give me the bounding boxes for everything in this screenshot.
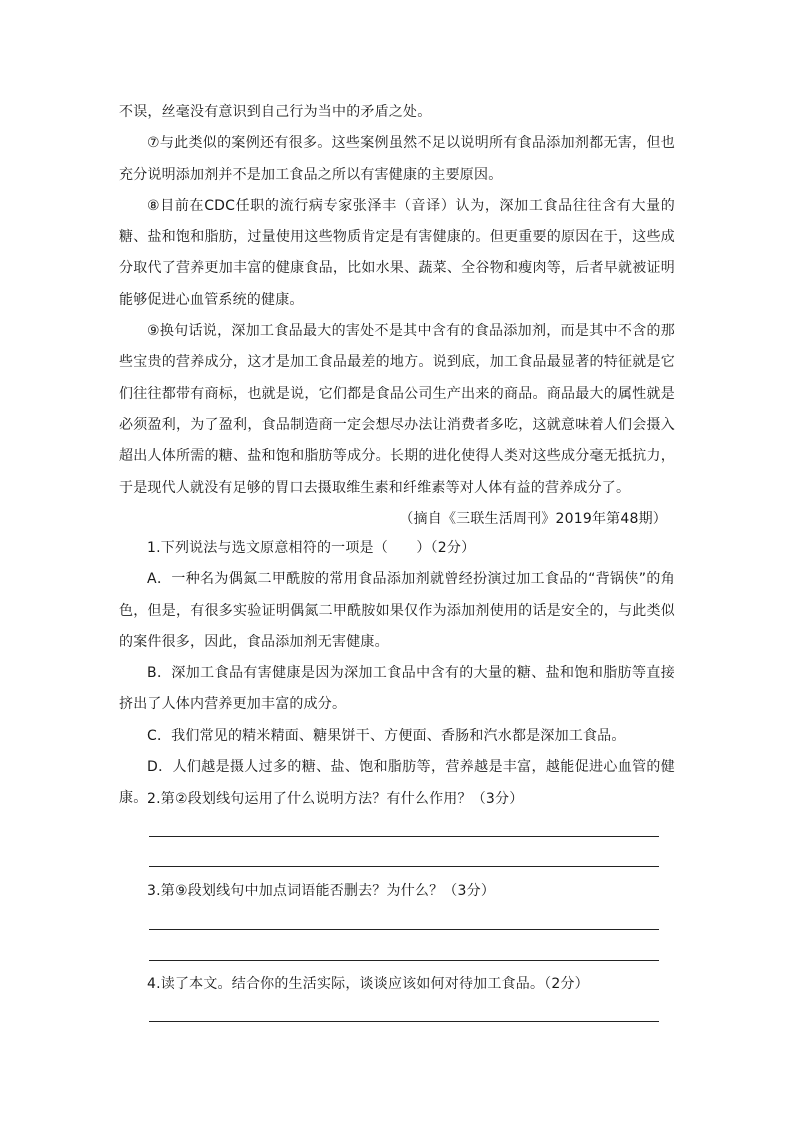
answer-line[interactable] xyxy=(149,1021,659,1022)
answer-line[interactable] xyxy=(149,929,659,930)
answer-line[interactable] xyxy=(149,866,659,867)
question-1 xyxy=(119,533,675,815)
paragraph-continued: 不误，丝毫没有意识到自己行为当中的矛盾之处。 xyxy=(119,104,432,120)
question-4-stem: 4.读了本文。结合你的生活实际，谈谈应该如何对待加工食品。（2分） xyxy=(147,976,589,992)
answer-line[interactable] xyxy=(149,836,659,837)
question-1-stem: 1.下列说法与选文原意相符的一项是（ ）（2分） xyxy=(147,540,476,556)
question-2 xyxy=(147,784,703,815)
question-3 xyxy=(147,876,703,907)
source-citation: （摘自《三联生活周刊》2019年第48期） xyxy=(399,510,667,527)
answer-line[interactable] xyxy=(149,960,659,961)
question-2-stem: 2.第②段划线句运用了什么说明方法？有什么作用？（3分） xyxy=(147,791,524,807)
question-1-option-a: A．一种名为偶氮二甲酰胺的常用食品添加剂就曾经扮演过加工食品的“背锅侠”的角色，但是，有很多实验证明偶氮二甲酰胺如果仅作为添加剂使用的话是安全的，与此类似的案件很多，因此，食品添加剂无害健康。 xyxy=(119,571,675,650)
question-1-option-d: D．人们越是摄人过多的糖、盐、饱和脂肪等，营养越是丰富，越能促进心血管的健康。 xyxy=(119,759,675,807)
paragraph-9: ⑨换句话说，深加工食品最大的害处不是其中含有的食品添加剂，而是其中不含的那些宝贵的营养成分，这才是加工食品最差的地方。说到底，加工食品最显著的特征就是它们往往都带有商标，也就是说，它们都是食品公司生产出来的商品。商品最大的属性就是必须盈利，为了盈利，食品制造商一定会想尽办法让消费者多吃，这就意味着人们会摄入超出人体所需的糖、盐和饱和脂肪等成分。长期的进化使得人类对这些成分毫无抵抗力，于是现代人就没有足够的胃口去摄取维生素和纤维素等对人体有益的营养成分了。 xyxy=(119,323,675,496)
question-1-option-b: B．深加工食品有害健康是因为深加工食品中含有的大量的糖、盐和饱和脂肪等直接挤出了人体内营养更加丰富的成分。 xyxy=(119,665,675,713)
article-body xyxy=(119,97,675,535)
question-3-stem: 3.第⑨段划线句中加点词语能否删去？为什么？（3分） xyxy=(147,883,496,899)
paragraph-8: ⑧目前在CDC任职的流行病专家张泽丰（音译）认为，深加工食品往往含有大量的糖、盐和饱和脂肪，过量使用这些物质肯定是有害健康的。但更重要的原因在于，这些成分取代了营养更加丰富的健康食品，比如水果、蔬菜、全谷物和瘦肉等，后者早就被证明能够促进心血管系统的健康。 xyxy=(119,197,675,308)
paragraph-7: ⑦与此类似的案例还有很多。这些案例虽然不足以说明所有食品添加剂都无害，但也充分说明添加剂并不是加工食品之所以有害健康的主要原因。 xyxy=(119,135,675,183)
question-1-option-c: C．我们常见的精米精面、糖果饼干、方便面、香肠和汽水都是深加工食品。 xyxy=(147,727,626,744)
question-4 xyxy=(147,969,703,1000)
